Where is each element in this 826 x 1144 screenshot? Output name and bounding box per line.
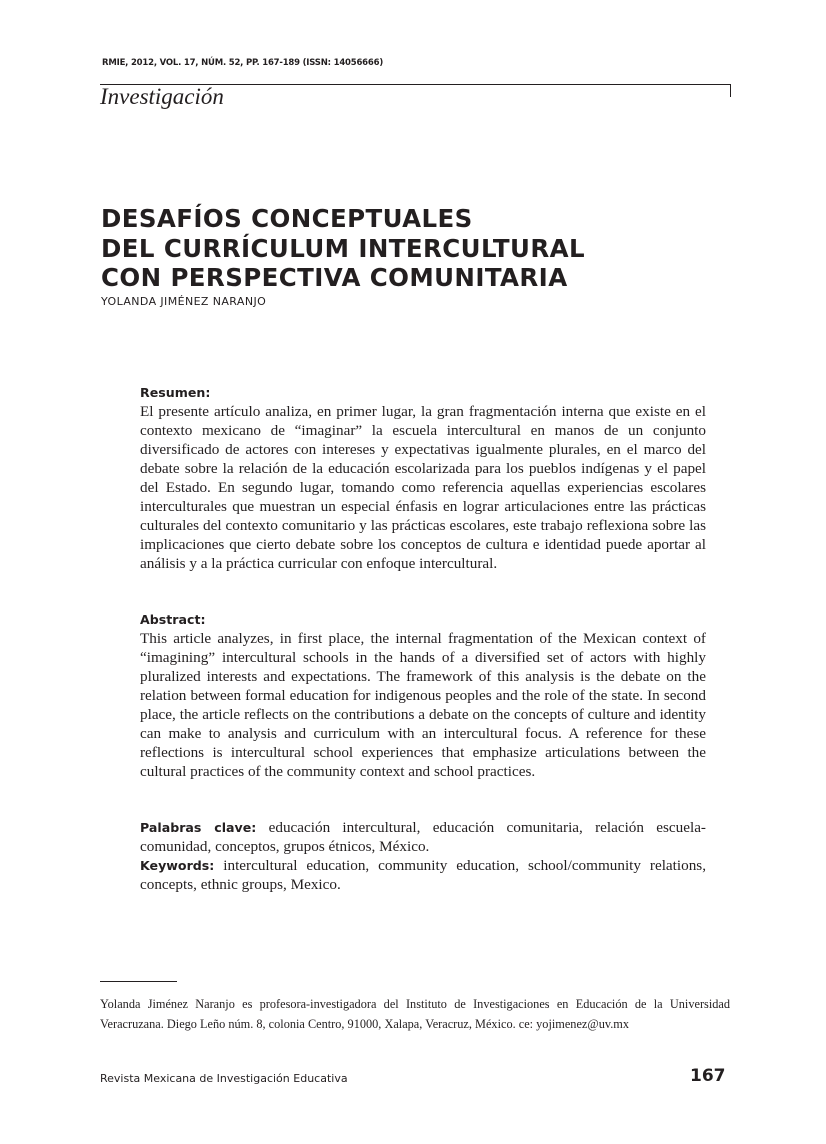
- keywords-en-label: Keywords:: [140, 858, 215, 873]
- resumen-text: El presente artículo analiza, en primer lugar, la gran fragmentación interna que existe en el contexto mexicano de “imaginar” la escuela intercultural en manos de un conjunto diversificado de actores con intereses y expectativas igualmente plurales, en el marco del debate sobre la relación de la educación escolarizada para los pueblos indígenas y el papel del Estado. En segundo lugar, tomando como referencia aquellas experiencias escolares interculturales que muestran un especial énfasis en lograr articulaciones entre las prácticas culturales del contexto comunitario y las prácticas escolares, este trabajo reflexiona sobre las implicaciones que cierto debate sobre los conceptos de cultura e identidad puede aportar al análisis y a la práctica curricular con enfoque intercultural.: [140, 403, 706, 572]
- footnote-rule: [100, 981, 177, 982]
- keywords-es-text: educación intercultural, educación comunitaria, relación escuela-comunidad, conceptos, grupos étnicos, México.: [140, 819, 706, 855]
- abstract-text: This article analyzes, in first place, the internal fragmentation of the Mexican context of “imagining” intercultural schools in the hands of a diversified set of actors with highly pluralized interests and expectations. The framework of this analysis is the debate on the relation between formal education for indigenous peoples and the role of the state. In second place, the article reflects on the contributions a debate on the concepts of culture and identity can make to analysis and curriculum with an intercultural focus. A reference for these reflections is intercultural school experiences that emphasize articulations between the cultural practices of the community context and school practices.: [140, 630, 706, 780]
- running-head-citation: RMIE, 2012, VOL. 17, NÚM. 52, PP. 167-189 (ISSN: 14056666): [102, 58, 384, 68]
- keywords-es-label: Palabras clave:: [140, 820, 257, 835]
- title-line: DESAFÍOS CONCEPTUALES: [101, 204, 473, 233]
- keywords-en-text: intercultural education, community education, school/community relations, concepts, ethnic groups, Mexico.: [140, 857, 706, 893]
- title-line: DEL CURRÍCULUM INTERCULTURAL: [101, 233, 585, 263]
- article-title: [101, 204, 661, 293]
- keywords-en: [140, 856, 706, 894]
- author-footnote: Yolanda Jiménez Naranjo es profesora-investigadora del Instituto de Investigaciones en Educación de la Universidad Veracruzana. Diego Leño núm. 8, colonia Centro, 91000, Xalapa, Veracruz, México. ce: yojimenez@uv.mx: [100, 997, 730, 1031]
- resumen-label: Resumen:: [140, 385, 211, 400]
- author-name: YOLANDA JIMÉNEZ NARANJO: [101, 295, 267, 308]
- page-number: 167: [690, 1066, 726, 1086]
- keywords-es: [140, 818, 706, 856]
- title-line: CON PERSPECTIVA COMUNITARIA: [101, 263, 568, 292]
- resumen-section: [140, 383, 706, 573]
- abstract-section: [140, 610, 706, 781]
- abstract-label: Abstract:: [140, 612, 206, 627]
- section-label: Investigación: [100, 84, 224, 109]
- journal-name: Revista Mexicana de Investigación Educativa: [100, 1072, 348, 1085]
